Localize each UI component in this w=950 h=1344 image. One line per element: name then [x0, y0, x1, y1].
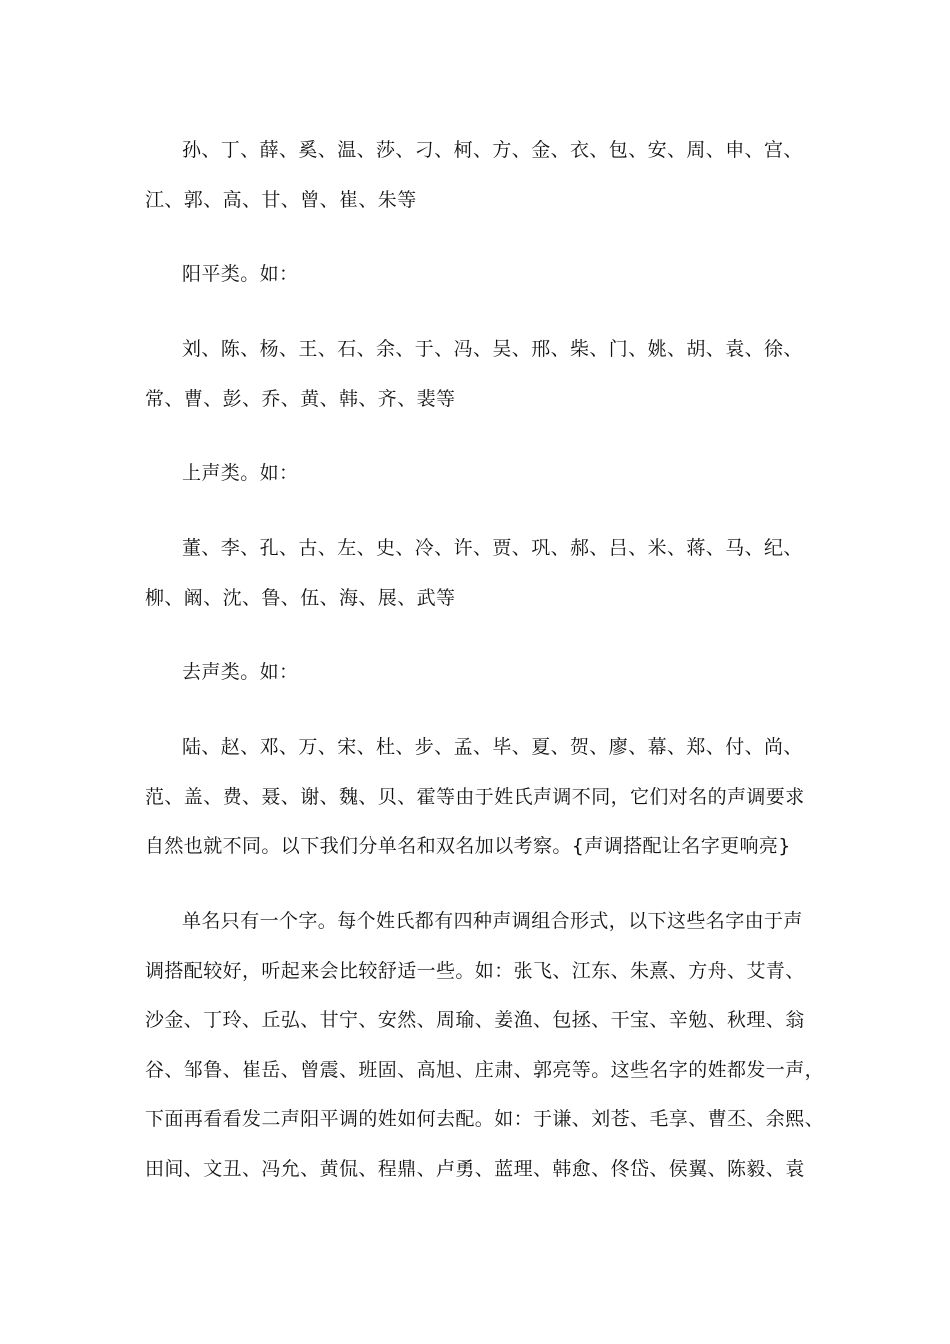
text-line: 上声类。如：: [182, 462, 299, 484]
text-line: 田间、文丑、冯允、黄侃、程鼎、卢勇、蓝理、韩愈、佟岱、侯翼、陈毅、袁: [145, 1157, 805, 1180]
text-line: 孙、丁、薛、奚、温、莎、刁、柯、方、金、衣、包、安、周、申、宫、: [182, 139, 803, 161]
heading-shangsheng: [145, 449, 807, 499]
text-line: 常、曹、彭、乔、黄、韩、齐、裴等: [145, 387, 456, 410]
paragraph-qusheng-surnames: [145, 723, 807, 872]
heading-qusheng: [145, 648, 807, 698]
text-line: 去声类。如：: [182, 661, 299, 683]
text-line: 江、郭、高、甘、曾、崔、朱等: [145, 188, 417, 211]
paragraph-yangping-surnames: [145, 325, 807, 424]
text-line: 阳平类。如：: [182, 263, 299, 285]
text-line: 下面再看看发二声阳平调的姓如何去配。如：于谦、刘苍、毛享、曹丕、余熙、: [145, 1108, 825, 1130]
text-line: 董、李、孔、古、左、史、冷、许、贾、巩、郝、吕、米、蒋、马、纪、: [182, 537, 803, 559]
text-line: 单名只有一个字。每个姓氏都有四种声调组合形式，以下这些名字由于声: [182, 910, 803, 932]
paragraph-shangsheng-surnames: [145, 524, 807, 623]
text-line: 刘、陈、杨、王、石、余、于、冯、吴、邢、柴、门、姚、胡、袁、徐、: [182, 338, 803, 360]
text-line: 沙金、丁玲、丘弘、甘宁、安然、周瑜、姜渔、包拯、干宝、辛勉、秋理、翁: [145, 1009, 805, 1031]
text-line: 调搭配较好，听起来会比较舒适一些。如：张飞、江东、朱熹、方舟、艾青、: [145, 959, 805, 982]
text-line: 范、盖、费、聂、谢、魏、贝、霍等由于姓氏声调不同，它们对名的声调要求: [145, 785, 805, 808]
text-line: 陆、赵、邓、万、宋、杜、步、孟、毕、夏、贺、廖、幕、郑、付、尚、: [182, 736, 803, 758]
text-line: 谷、邹鲁、崔岳、曾震、班固、高旭、庄肃、郭亮等。这些名字的姓都发一声，: [145, 1058, 825, 1081]
paragraph-single-names: [145, 897, 825, 1194]
text-line: 自然也就不同。以下我们分单名和双名加以考察。{声调搭配让名字更响亮}: [145, 835, 791, 857]
paragraph-yinping-surnames: [145, 126, 807, 225]
text-line: 柳、阚、沈、鲁、伍、海、展、武等: [145, 586, 456, 609]
heading-yangping: [145, 250, 807, 300]
